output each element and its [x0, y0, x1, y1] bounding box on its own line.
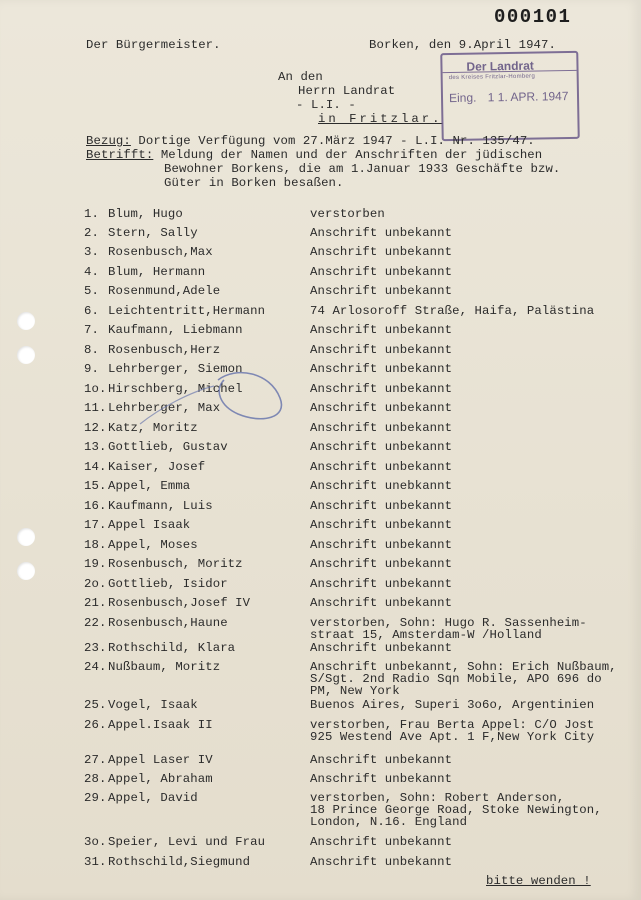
entry-number: 9. — [84, 362, 99, 376]
entry-number: 4. — [84, 265, 99, 279]
entry-name: Rothschild,Siegmund — [108, 855, 251, 869]
entry-status: Anschrift unbekannt — [310, 499, 453, 513]
entry-status: Anschrift unbekannt — [310, 577, 453, 591]
entry-status: Buenos Aires, Superi 3o6o, Argentinien — [310, 698, 595, 712]
entry-name: Vogel, Isaak — [108, 698, 198, 712]
entry-name: Hirschberg, Michel — [108, 382, 243, 396]
entry-name: Leichtentritt,Hermann — [108, 304, 266, 318]
entry-name: Appel Laser IV — [108, 753, 213, 767]
recipient-line4: in Fritzlar. — [318, 112, 443, 126]
entry-status: Anschrift unbekannt — [310, 382, 453, 396]
entry-number: 1o. — [84, 382, 107, 396]
entry-number: 21. — [84, 596, 107, 610]
entry-name: Stern, Sally — [108, 226, 198, 240]
entry-name: Appel, David — [108, 791, 198, 805]
entry-name: Rosenbusch,Max — [108, 245, 213, 259]
entry-status: Anschrift unbekannt — [310, 362, 453, 376]
entry-number: 2. — [84, 226, 99, 240]
entry-name: Blum, Hermann — [108, 265, 206, 279]
entry-number: 7. — [84, 323, 99, 337]
entry-number: 3. — [84, 245, 99, 259]
entry-status: Anschrift unbekannt — [310, 641, 453, 655]
entry-name: Rosenbusch,Haune — [108, 616, 228, 630]
entry-number: 8. — [84, 343, 99, 357]
entry-status: Anschrift unebkannt — [310, 479, 453, 493]
entry-name: Rothschild, Klara — [108, 641, 236, 655]
entry-status: Anschrift unbekannt — [310, 440, 453, 454]
entry-number: 23. — [84, 641, 107, 655]
betrifft-label: Betrifft: — [86, 148, 154, 162]
footer-note: bitte wenden ! — [486, 874, 591, 888]
entry-status: straat 15, Amsterdam-W /Holland — [310, 628, 542, 642]
entry-number: 2o. — [84, 577, 107, 591]
document-number: 000101 — [494, 6, 572, 28]
entry-number: 13. — [84, 440, 107, 454]
entry-status: Anschrift unbekannt — [310, 401, 453, 415]
entry-name: Rosenbusch,Herz — [108, 343, 221, 357]
entry-number: 27. — [84, 753, 107, 767]
entry-number: 17. — [84, 518, 107, 532]
entry-number: 25. — [84, 698, 107, 712]
entry-number: 24. — [84, 660, 107, 674]
entry-status: 74 Arlosoroff Straße, Haifa, Palästina — [310, 304, 595, 318]
entry-status: Anschrift unbekannt — [310, 343, 453, 357]
stamp-subtitle: des Kreises Fritzlar-Homberg — [448, 73, 536, 82]
entry-name: Lehrberger, Siemon — [108, 362, 243, 376]
entry-number: 28. — [84, 772, 107, 786]
stamp-prefix: Eing. — [448, 90, 477, 106]
entry-status: PM, New York — [310, 684, 400, 698]
entry-number: 6. — [84, 304, 99, 318]
entry-status: Anschrift unbekannt — [310, 538, 453, 552]
entry-status: Anschrift unbekannt — [310, 284, 453, 298]
entry-status: 925 Westend Ave Apt. 1 F,New York City — [310, 730, 595, 744]
stamp-date-value: 1 1. APR. 1947 — [487, 88, 569, 105]
entry-status: Anschrift unbekannt — [310, 835, 453, 849]
place-date: Borken, den 9.April 1947. — [369, 38, 556, 52]
entry-number: 29. — [84, 791, 107, 805]
entry-number: 26. — [84, 718, 107, 732]
entry-name: Appel, Moses — [108, 538, 198, 552]
entry-name: Lehrberger, Max — [108, 401, 221, 415]
recipient-line1: An den — [278, 70, 323, 84]
entry-status: verstorben — [310, 207, 385, 221]
entry-name: Kaiser, Josef — [108, 460, 206, 474]
entry-number: 18. — [84, 538, 107, 552]
entry-number: 5. — [84, 284, 99, 298]
entry-status: Anschrift unbekannt — [310, 855, 453, 869]
entry-name: Gottlieb, Isidor — [108, 577, 228, 591]
entry-name: Katz, Moritz — [108, 421, 198, 435]
entry-name: Gottlieb, Gustav — [108, 440, 228, 454]
entry-number: 1. — [84, 207, 99, 221]
bezug-text: Dortige Verfügung vom 27.März 1947 - L.I. Nr. 135/47. — [138, 134, 535, 148]
entry-name: Nußbaum, Moritz — [108, 660, 221, 674]
entry-status: S/Sgt. 2nd Radio Sqn Mobile, APO 696 do — [310, 672, 602, 686]
entry-name: Rosenbusch,Josef IV — [108, 596, 251, 610]
entry-status: Anschrift unbekannt — [310, 772, 453, 786]
recipient-line3: - L.I. - — [296, 98, 356, 112]
entry-number: 22. — [84, 616, 107, 630]
entry-number: 12. — [84, 421, 107, 435]
entry-status: Anschrift unbekannt — [310, 753, 453, 767]
entry-number: 11. — [84, 401, 107, 415]
entry-number: 14. — [84, 460, 107, 474]
entry-number: 19. — [84, 557, 107, 571]
entry-status: Anschrift unbekannt — [310, 323, 453, 337]
entry-name: Appel, Abraham — [108, 772, 213, 786]
betrifft-line2: Bewohner Borkens, die am 1.Januar 1933 Geschäfte bzw. — [164, 162, 561, 176]
entry-status: Anschrift unbekannt — [310, 460, 453, 474]
entry-status: Anschrift unbekannt — [310, 421, 453, 435]
entry-number: 3o. — [84, 835, 107, 849]
bezug-label: Bezug: — [86, 134, 131, 148]
entry-name: Appel Isaak — [108, 518, 191, 532]
entry-status: verstorben, Frau Berta Appel: C/O Jost — [310, 718, 595, 732]
entry-name: Appel.Isaak II — [108, 718, 213, 732]
entry-number: 15. — [84, 479, 107, 493]
entry-status: Anschrift unbekannt — [310, 245, 453, 259]
entry-number: 31. — [84, 855, 107, 869]
entry-status: Anschrift unbekannt — [310, 518, 453, 532]
entry-name: Blum, Hugo — [108, 207, 183, 221]
entry-name: Appel, Emma — [108, 479, 191, 493]
entry-status: Anschrift unbekannt — [310, 596, 453, 610]
entry-name: Speier, Levi und Frau — [108, 835, 266, 849]
betrifft-line1: Meldung der Namen und der Anschriften der jüdischen — [160, 148, 543, 162]
entry-name: Kaufmann, Luis — [108, 499, 213, 513]
entry-status: Anschrift unbekannt — [310, 557, 453, 571]
entry-name: Kaufmann, Liebmann — [108, 323, 243, 337]
entry-name: Rosenbusch, Moritz — [108, 557, 243, 571]
entry-status: Anschrift unbekannt — [310, 226, 453, 240]
sender: Der Bürgermeister. — [86, 38, 221, 52]
entry-number: 16. — [84, 499, 107, 513]
entry-status: 18 Prince George Road, Stoke Newington, — [310, 803, 602, 817]
entry-name: Rosenmund,Adele — [108, 284, 221, 298]
entry-status: verstorben, Sohn: Hugo R. Sassenheim- — [310, 616, 587, 630]
recipient-line2: Herrn Landrat — [298, 84, 396, 98]
entry-status: Anschrift unbekannt — [310, 265, 453, 279]
entry-status: verstorben, Sohn: Robert Anderson, — [310, 791, 565, 805]
entry-status: London, N.16. England — [310, 815, 468, 829]
betrifft-line3: Güter in Borken besaßen. — [164, 176, 344, 190]
stamp-title: Der Landrat — [466, 58, 534, 74]
entry-status: Anschrift unbekannt, Sohn: Erich Nußbaum, — [310, 660, 617, 674]
